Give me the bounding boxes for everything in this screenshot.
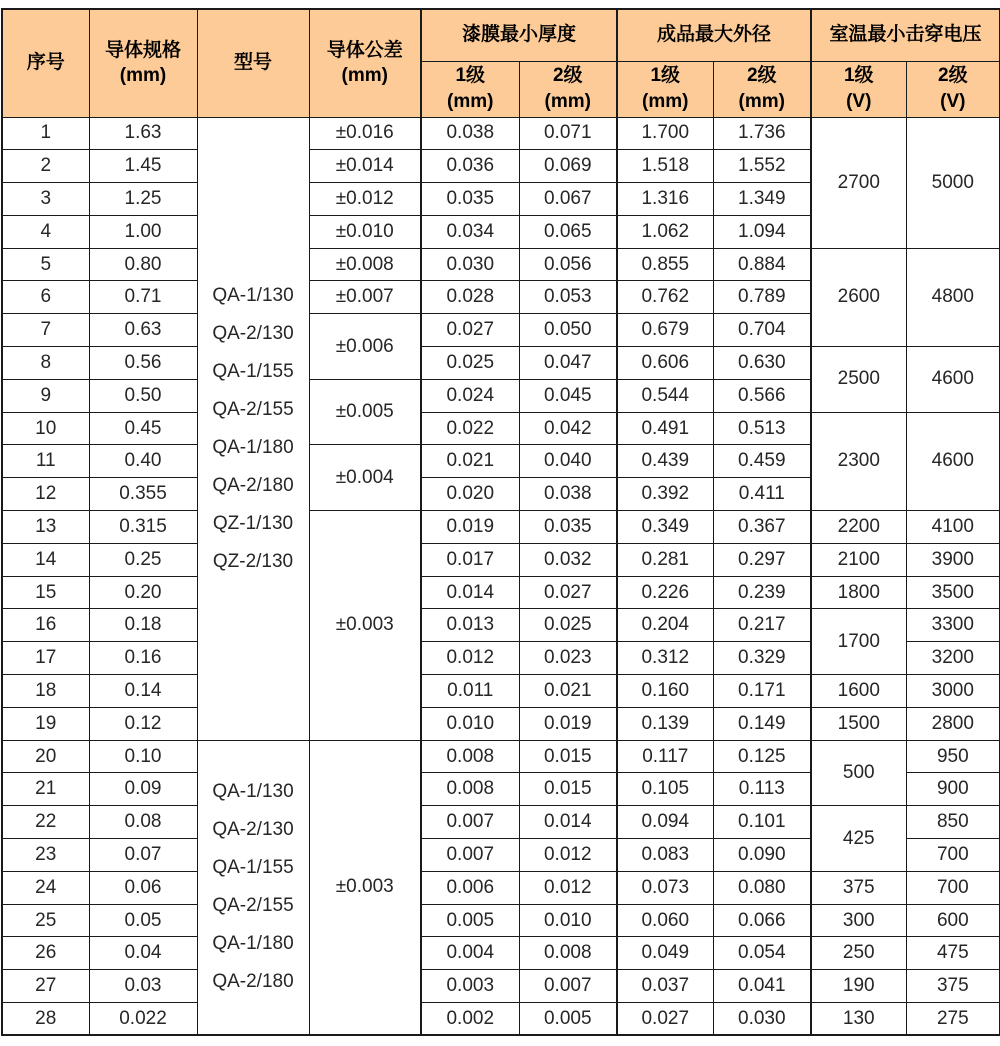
cell-voltage1: 2300	[811, 412, 906, 510]
unit-label: (mm)	[447, 91, 494, 112]
cell-film1: 0.036	[421, 150, 519, 183]
cell-seq: 2	[2, 150, 89, 183]
header-conductor-spec	[89, 9, 197, 117]
cell-voltage2: 700	[906, 871, 1000, 904]
grade-label: 2级	[746, 65, 777, 87]
cell-od1: 0.679	[617, 314, 713, 347]
cell-spec: 1.25	[89, 183, 197, 216]
cell-film2: 0.007	[519, 970, 617, 1003]
cell-spec: 0.45	[89, 412, 197, 445]
cell-film1: 0.005	[421, 904, 519, 937]
cell-film1: 0.002	[421, 1003, 519, 1036]
cell-od2: 1.349	[713, 183, 811, 216]
cell-od2: 0.630	[713, 347, 811, 380]
header-film-grade2	[519, 61, 617, 117]
cell-od1: 1.316	[617, 183, 713, 216]
cell-film2: 0.032	[519, 543, 617, 576]
cell-od2: 0.125	[713, 740, 811, 773]
grade-label: 1级	[455, 65, 486, 87]
cell-film1: 0.010	[421, 707, 519, 740]
cell-spec: 0.12	[89, 707, 197, 740]
cell-voltage1: 1700	[811, 609, 906, 675]
cell-film2: 0.050	[519, 314, 617, 347]
cell-od1: 0.226	[617, 576, 713, 609]
cell-voltage1: 500	[811, 740, 906, 806]
cell-od2: 0.329	[713, 642, 811, 675]
cell-spec: 0.05	[89, 904, 197, 937]
cell-film1: 0.030	[421, 248, 519, 281]
model-line: QA-1/130	[212, 781, 294, 803]
cell-spec: 0.10	[89, 740, 197, 773]
cell-od2: 1.094	[713, 215, 811, 248]
header-group-voltage: 室温最小击穿电压	[811, 9, 1000, 61]
header-conductor-spec-line2: (mm)	[119, 65, 167, 87]
cell-od1: 1.062	[617, 215, 713, 248]
cell-film2: 0.010	[519, 904, 617, 937]
model-line: QA-2/130	[212, 322, 294, 344]
cell-film2: 0.012	[519, 839, 617, 872]
cell-spec: 0.80	[89, 248, 197, 281]
cell-film2: 0.005	[519, 1003, 617, 1036]
table-row	[2, 871, 1000, 904]
cell-seq: 19	[2, 707, 89, 740]
cell-tolerance: ±0.003	[309, 511, 421, 741]
cell-film2: 0.053	[519, 281, 617, 314]
table-row	[2, 937, 1000, 970]
cell-spec: 0.03	[89, 970, 197, 1003]
cell-film2: 0.047	[519, 347, 617, 380]
cell-film2: 0.019	[519, 707, 617, 740]
cell-voltage1: 1800	[811, 576, 906, 609]
table-row	[2, 543, 1000, 576]
header-tolerance	[309, 9, 421, 117]
model-line: QA-2/130	[212, 819, 294, 841]
cell-seq: 16	[2, 609, 89, 642]
cell-film2: 0.035	[519, 511, 617, 544]
header-tolerance-line1: 导体公差	[326, 39, 403, 61]
cell-film1: 0.008	[421, 773, 519, 806]
cell-seq: 3	[2, 183, 89, 216]
cell-od2: 0.066	[713, 904, 811, 937]
cell-od1: 0.060	[617, 904, 713, 937]
table-row	[2, 412, 1000, 445]
cell-film2: 0.027	[519, 576, 617, 609]
cell-film1: 0.006	[421, 871, 519, 904]
cell-tolerance: ±0.004	[309, 445, 421, 511]
cell-od2: 0.113	[713, 773, 811, 806]
cell-voltage2: 2800	[906, 707, 1000, 740]
cell-film1: 0.024	[421, 379, 519, 412]
cell-seq: 18	[2, 675, 89, 708]
model-line: QA-1/180	[212, 933, 294, 955]
cell-seq: 21	[2, 773, 89, 806]
cell-seq: 5	[2, 248, 89, 281]
cell-spec: 0.09	[89, 773, 197, 806]
cell-voltage2: 3200	[906, 642, 1000, 675]
cell-seq: 12	[2, 478, 89, 511]
cell-od2: 0.297	[713, 543, 811, 576]
cell-voltage2: 3000	[906, 675, 1000, 708]
header-film-grade1	[421, 61, 519, 117]
unit-label: (mm)	[642, 91, 689, 112]
cell-voltage2: 900	[906, 773, 1000, 806]
cell-voltage2: 4600	[906, 412, 1000, 510]
table-row	[2, 1003, 1000, 1036]
cell-od2: 0.513	[713, 412, 811, 445]
cell-seq: 1	[2, 117, 89, 150]
cell-voltage2: 275	[906, 1003, 1000, 1036]
cell-od1: 0.762	[617, 281, 713, 314]
cell-seq: 23	[2, 839, 89, 872]
cell-film2: 0.012	[519, 871, 617, 904]
cell-film1: 0.013	[421, 609, 519, 642]
cell-film1: 0.007	[421, 839, 519, 872]
cell-film2: 0.023	[519, 642, 617, 675]
cell-spec: 0.06	[89, 871, 197, 904]
cell-od1: 1.700	[617, 117, 713, 150]
cell-od2: 0.030	[713, 1003, 811, 1036]
table-row	[2, 511, 1000, 544]
cell-film1: 0.019	[421, 511, 519, 544]
cell-od1: 1.518	[617, 150, 713, 183]
cell-od2: 0.789	[713, 281, 811, 314]
cell-seq: 7	[2, 314, 89, 347]
header-voltage-grade2	[906, 61, 1000, 117]
cell-voltage1: 2600	[811, 248, 906, 346]
cell-od1: 0.105	[617, 773, 713, 806]
table-row	[2, 904, 1000, 937]
cell-film1: 0.035	[421, 183, 519, 216]
cell-voltage2: 850	[906, 806, 1000, 839]
model-line: QA-2/155	[212, 398, 294, 420]
cell-od2: 0.101	[713, 806, 811, 839]
cell-tolerance: ±0.012	[309, 183, 421, 216]
cell-film2: 0.056	[519, 248, 617, 281]
cell-film1: 0.004	[421, 937, 519, 970]
table-row	[2, 707, 1000, 740]
cell-film2: 0.071	[519, 117, 617, 150]
cell-film2: 0.015	[519, 740, 617, 773]
cell-spec: 0.04	[89, 937, 197, 970]
cell-seq: 26	[2, 937, 89, 970]
cell-spec: 1.45	[89, 150, 197, 183]
cell-voltage1: 300	[811, 904, 906, 937]
table-row	[2, 117, 1000, 150]
cell-film2: 0.015	[519, 773, 617, 806]
cell-od2: 0.041	[713, 970, 811, 1003]
cell-od1: 0.049	[617, 937, 713, 970]
cell-film2: 0.045	[519, 379, 617, 412]
cell-od1: 0.281	[617, 543, 713, 576]
table-row	[2, 248, 1000, 281]
cell-od1: 0.117	[617, 740, 713, 773]
cell-od1: 0.491	[617, 412, 713, 445]
cell-film1: 0.007	[421, 806, 519, 839]
cell-film1: 0.017	[421, 543, 519, 576]
cell-film1: 0.028	[421, 281, 519, 314]
cell-spec: 0.25	[89, 543, 197, 576]
cell-model-block1	[197, 117, 309, 740]
header-group-film: 漆膜最小厚度	[421, 9, 617, 61]
cell-spec: 0.56	[89, 347, 197, 380]
cell-seq: 25	[2, 904, 89, 937]
cell-film1: 0.038	[421, 117, 519, 150]
cell-od1: 0.349	[617, 511, 713, 544]
cell-film2: 0.021	[519, 675, 617, 708]
cell-seq: 14	[2, 543, 89, 576]
cell-od2: 0.080	[713, 871, 811, 904]
grade-label: 1级	[843, 65, 874, 87]
cell-film2: 0.040	[519, 445, 617, 478]
cell-voltage1: 190	[811, 970, 906, 1003]
cell-film1: 0.011	[421, 675, 519, 708]
table-row	[2, 806, 1000, 839]
cell-film2: 0.069	[519, 150, 617, 183]
cell-od2: 1.552	[713, 150, 811, 183]
cell-spec: 1.00	[89, 215, 197, 248]
cell-model-block2	[197, 740, 309, 1035]
cell-film1: 0.012	[421, 642, 519, 675]
cell-film2: 0.025	[519, 609, 617, 642]
table-row	[2, 576, 1000, 609]
cell-spec: 0.18	[89, 609, 197, 642]
cell-tolerance: ±0.006	[309, 314, 421, 380]
cell-od1: 0.439	[617, 445, 713, 478]
cell-voltage1: 130	[811, 1003, 906, 1036]
cell-film1: 0.021	[421, 445, 519, 478]
table-row	[2, 609, 1000, 642]
cell-voltage2: 3500	[906, 576, 1000, 609]
cell-voltage2: 4600	[906, 347, 1000, 413]
cell-od2: 0.217	[713, 609, 811, 642]
cell-film1: 0.003	[421, 970, 519, 1003]
cell-voltage1: 250	[811, 937, 906, 970]
header-od-grade2	[713, 61, 811, 117]
table-row	[2, 347, 1000, 380]
cell-od2: 0.171	[713, 675, 811, 708]
header-seq: 序号	[2, 9, 89, 117]
cell-film1: 0.020	[421, 478, 519, 511]
cell-seq: 22	[2, 806, 89, 839]
model-line: QA-1/155	[212, 360, 294, 382]
cell-spec: 0.16	[89, 642, 197, 675]
cell-od2: 0.367	[713, 511, 811, 544]
cell-film1: 0.022	[421, 412, 519, 445]
cell-od1: 0.160	[617, 675, 713, 708]
cell-film2: 0.014	[519, 806, 617, 839]
cell-tolerance: ±0.014	[309, 150, 421, 183]
header-group-od: 成品最大外径	[617, 9, 811, 61]
cell-od1: 0.037	[617, 970, 713, 1003]
cell-voltage2: 3900	[906, 543, 1000, 576]
cell-od2: 0.149	[713, 707, 811, 740]
cell-od1: 0.544	[617, 379, 713, 412]
cell-voltage1: 425	[811, 806, 906, 872]
cell-voltage1: 2500	[811, 347, 906, 413]
cell-seq: 20	[2, 740, 89, 773]
cell-spec: 0.14	[89, 675, 197, 708]
model-line: QA-2/155	[212, 895, 294, 917]
cell-spec: 1.63	[89, 117, 197, 150]
cell-voltage2: 5000	[906, 117, 1000, 248]
cell-spec: 0.71	[89, 281, 197, 314]
table-row	[2, 740, 1000, 773]
cell-voltage1: 2200	[811, 511, 906, 544]
cell-od2: 0.459	[713, 445, 811, 478]
cell-od2: 0.566	[713, 379, 811, 412]
header-tolerance-line2: (mm)	[341, 65, 388, 87]
cell-voltage2: 4100	[906, 511, 1000, 544]
cell-voltage2: 375	[906, 970, 1000, 1003]
cell-spec: 0.315	[89, 511, 197, 544]
model-line: QZ-1/130	[212, 512, 294, 534]
cell-od1: 0.855	[617, 248, 713, 281]
cell-seq: 4	[2, 215, 89, 248]
cell-spec: 0.355	[89, 478, 197, 511]
cell-film1: 0.034	[421, 215, 519, 248]
model-line: QA-2/180	[212, 971, 294, 993]
grade-label: 2级	[552, 65, 583, 87]
cell-seq: 11	[2, 445, 89, 478]
cell-od1: 0.392	[617, 478, 713, 511]
cell-seq: 28	[2, 1003, 89, 1036]
cell-od1: 0.139	[617, 707, 713, 740]
cell-film1: 0.014	[421, 576, 519, 609]
cell-seq: 24	[2, 871, 89, 904]
cell-od2: 0.884	[713, 248, 811, 281]
cell-spec: 0.63	[89, 314, 197, 347]
cell-seq: 9	[2, 379, 89, 412]
header-model: 型号	[197, 9, 309, 117]
cell-od1: 0.204	[617, 609, 713, 642]
cell-tolerance: ±0.008	[309, 248, 421, 281]
cell-od1: 0.606	[617, 347, 713, 380]
header-voltage-grade1	[811, 61, 906, 117]
table-row	[2, 970, 1000, 1003]
cell-voltage1: 1600	[811, 675, 906, 708]
cell-seq: 13	[2, 511, 89, 544]
cell-voltage2: 3300	[906, 609, 1000, 642]
cell-tolerance: ±0.016	[309, 117, 421, 150]
cell-voltage1: 2700	[811, 117, 906, 248]
cell-film2: 0.042	[519, 412, 617, 445]
grade-label: 2级	[938, 65, 968, 87]
cell-film2: 0.067	[519, 183, 617, 216]
grade-label: 1级	[650, 65, 681, 87]
cell-voltage2: 700	[906, 839, 1000, 872]
cell-od2: 0.411	[713, 478, 811, 511]
header-conductor-spec-line1: 导体规格	[104, 39, 181, 61]
cell-spec: 0.07	[89, 839, 197, 872]
cell-od2: 0.090	[713, 839, 811, 872]
cell-od1: 0.027	[617, 1003, 713, 1036]
cell-voltage2: 600	[906, 904, 1000, 937]
cell-od1: 0.073	[617, 871, 713, 904]
cell-od2: 0.239	[713, 576, 811, 609]
cell-voltage2: 950	[906, 740, 1000, 773]
unit-label: (mm)	[738, 91, 785, 112]
cell-voltage2: 475	[906, 937, 1000, 970]
cell-film2: 0.038	[519, 478, 617, 511]
cell-tolerance: ±0.003	[309, 740, 421, 1035]
cell-voltage1: 375	[811, 871, 906, 904]
cell-od1: 0.094	[617, 806, 713, 839]
wire-spec-table	[1, 8, 1000, 1036]
cell-film1: 0.027	[421, 314, 519, 347]
cell-film2: 0.065	[519, 215, 617, 248]
cell-od1: 0.083	[617, 839, 713, 872]
model-line: QA-1/130	[212, 284, 294, 306]
cell-seq: 6	[2, 281, 89, 314]
unit-label: (mm)	[544, 91, 591, 112]
header-od-grade1	[617, 61, 713, 117]
cell-seq: 17	[2, 642, 89, 675]
cell-od2: 0.054	[713, 937, 811, 970]
model-line: QA-2/180	[212, 474, 294, 496]
cell-od1: 0.312	[617, 642, 713, 675]
cell-film1: 0.008	[421, 740, 519, 773]
cell-od2: 0.704	[713, 314, 811, 347]
cell-voltage1: 1500	[811, 707, 906, 740]
table-row	[2, 675, 1000, 708]
model-line: QA-1/155	[212, 857, 294, 879]
cell-voltage1: 2100	[811, 543, 906, 576]
cell-spec: 0.08	[89, 806, 197, 839]
unit-label: (V)	[940, 91, 966, 112]
cell-spec: 0.022	[89, 1003, 197, 1036]
cell-film1: 0.025	[421, 347, 519, 380]
model-line: QA-1/180	[212, 436, 294, 458]
cell-seq: 27	[2, 970, 89, 1003]
cell-voltage2: 4800	[906, 248, 1000, 346]
cell-seq: 8	[2, 347, 89, 380]
cell-tolerance: ±0.005	[309, 379, 421, 445]
cell-spec: 0.40	[89, 445, 197, 478]
cell-seq: 15	[2, 576, 89, 609]
cell-tolerance: ±0.010	[309, 215, 421, 248]
model-line: QZ-2/130	[212, 550, 294, 572]
cell-film2: 0.008	[519, 937, 617, 970]
cell-spec: 0.20	[89, 576, 197, 609]
unit-label: (V)	[846, 91, 872, 112]
cell-spec: 0.50	[89, 379, 197, 412]
cell-seq: 10	[2, 412, 89, 445]
cell-od2: 1.736	[713, 117, 811, 150]
cell-tolerance: ±0.007	[309, 281, 421, 314]
